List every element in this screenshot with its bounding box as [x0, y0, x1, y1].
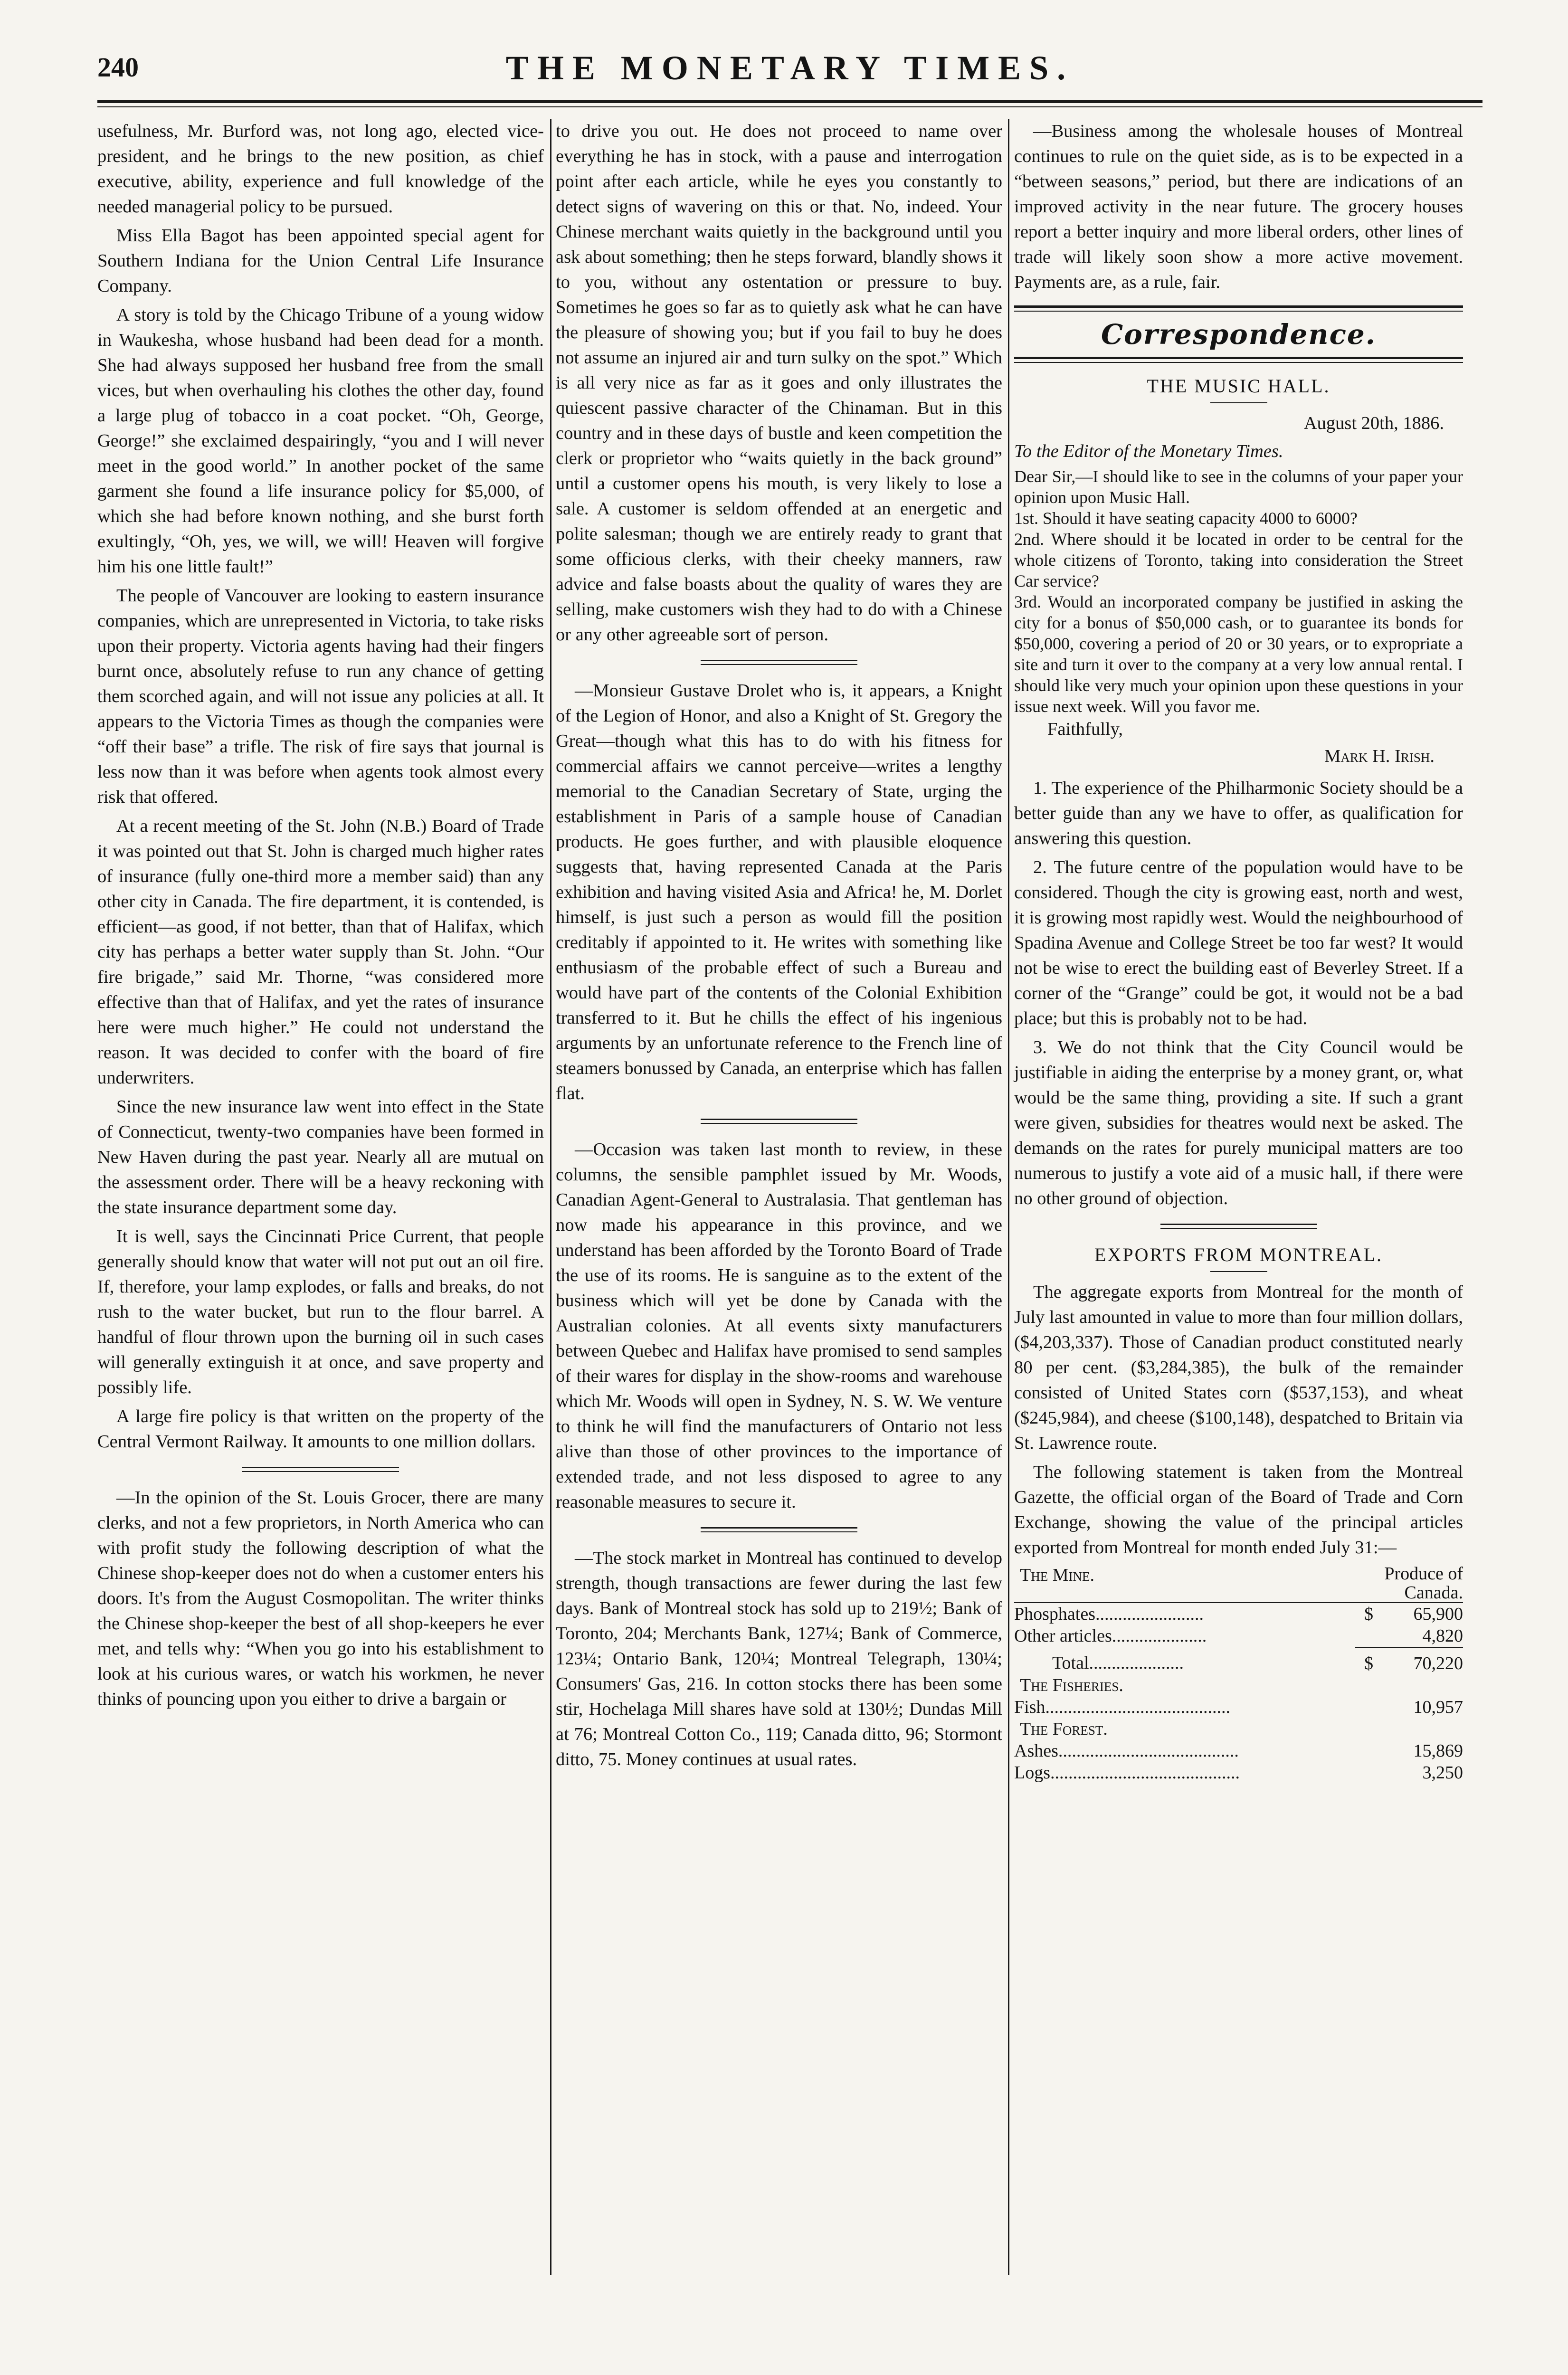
- correspondence-title: Correspondence.: [1101, 318, 1376, 351]
- exports-table: [1014, 1564, 1463, 1784]
- letter-paragraph: 1st. Should it have seating capacity 4000 to 6000?: [1014, 509, 1358, 528]
- article-paragraph: —Business among the wholesale houses of Montreal continues to rule on the quiet side, as is to be expected in a “between seasons,” period, but there are indications of an improved activity in the near future. The grocery houses report a better inquiry and more liberal orders, other lines of trade will likely soon show a more active movement. Payments are, as a rule, fair.: [1014, 121, 1463, 292]
- column-1: [97, 119, 544, 1716]
- row-label-fish: Fish.........................................: [1014, 1697, 1230, 1717]
- article-paragraph: It is well, says the Cincinnati Price Current, that people generally should know that water will not put out an oil fire. If, therefore, your lamp explodes, or falls and breaks, do not rush to the water bucket, but run to the flour barrel. A handful of flour thrown upon the burning oil in such cases will generally extinguish it at once, and save property and possibly life.: [97, 1226, 544, 1397]
- letter-signature: Mark H. Irish.: [1324, 746, 1435, 766]
- column-divider-2: [1008, 119, 1009, 2275]
- section-separator: [1160, 1224, 1317, 1229]
- row-label-phosphates: Phosphates........................: [1014, 1604, 1204, 1624]
- article-paragraph: The people of Vancouver are looking to eastern insurance companies, which are unrepresented in Victoria, to take risks upon their property. Victoria agents having had their fingers burnt once, absolutely refuse to run any chance of getting them scorched again, and will not issue any policies at all. It appears to the Victoria Times as though the companies were “off their base” a trifle. The risk of fire says that journal is less now than it was before when agents took almost every risk that offered.: [97, 586, 544, 807]
- letter-paragraph: 3rd. Would an incorporated company be justified in asking the city for a bonus of $50,000 cash, or to guarantee its bonds for $50,000, covering a period of 20 or 30 years, or to expropriate a site and turn it over to the company at a very low annual rental. I should like very much your opinion upon these questions in your issue next week. Will you favor me.: [1014, 592, 1463, 716]
- value-fish: 10,957: [1413, 1697, 1463, 1717]
- article-paragraph: —Occasion was taken last month to review, in these columns, the sensible pamphlet issued by Mr. Woods, Canadian Agent-General to Australasia. That gentleman has now made his appearance in this province, and we understand has been afforded by the Toronto Board of Trade the use of its rooms. He is sanguine as to the extent of the business which will yet be done by Canada with the Australian colonies. At all events sixty manufacturers between Quebec and Halifax have promised to send samples of their wares for display in the show-rooms and warehouse which Mr. Woods will open in Sydney, N. S. W. We venture to think he will find the manufacturers of Ontario not less alive than those of other provinces to the importance of extended trade, and not less disposed to agree to any reasonable measures to secure it.: [556, 1140, 1002, 1512]
- column-divider-1: [550, 119, 551, 2275]
- category-fisheries: The Fisheries.: [1020, 1675, 1123, 1695]
- exports-paragraph: The following statement is taken from the Montreal Gazette, the official organ of the Board of Trade and Corn Exchange, showing the value of the principal articles exported from Montreal for month ended July 31:—: [1014, 1462, 1463, 1558]
- column-header-produce: Produce of Canada.: [1384, 1564, 1463, 1603]
- section-separator: [701, 1119, 857, 1124]
- dollar-sign: $: [1355, 1647, 1373, 1674]
- section-rule: [1014, 357, 1463, 363]
- value-total: 70,220: [1373, 1647, 1463, 1674]
- category-mine: The Mine.: [1020, 1565, 1094, 1585]
- music-hall-heading: THE MUSIC HALL.: [1147, 375, 1330, 397]
- article-paragraph: —In the opinion of the St. Louis Grocer, there are many clerks, and not a few proprietors, in North America who can with profit study the following description of what the Chinese shop-keeper does not do when a customer enters his doors. It's from the August Cosmopolitan. The writer thinks the Chinese shop-keeper the best of all shop-keepers he ever met, and tells why: “When you go into his establishment to look at his curious wares, or watch his workmen, he never thinks of pouncing upon you either to drive a bargain or: [97, 1488, 544, 1709]
- dollar-sign: $: [1364, 1604, 1373, 1624]
- section-separator: [701, 660, 857, 665]
- category-forest: The Forest.: [1020, 1719, 1108, 1739]
- page-number: 240: [97, 52, 139, 83]
- reply-paragraph: 1. The experience of the Philharmonic Society should be a better guide than any we have to offer, as qualification for answering this question.: [1014, 778, 1463, 848]
- letter-signoff: Faithfully,: [1047, 719, 1123, 739]
- row-label-total: Total.....................: [1052, 1653, 1184, 1673]
- article-paragraph: A story is told by the Chicago Tribune of a young widow in Waukesha, whose husband had been dead for a month. She had always supposed her husband free from the small vices, but when overhauling his clothes the other day, found a large plug of tobacco in a coat pocket. “Oh, George, George!” she exclaimed despairingly, “you and I will never meet in the good world.” In another pocket of the same garment she found a life insurance policy for $5,000, of which she had before known nothing, and she burst forth exultingly, “Oh, yes, we will, we will! Heaven will forgive him his one little fault!”: [97, 305, 544, 577]
- row-label-other-articles: Other articles.....................: [1014, 1626, 1207, 1646]
- masthead-title: THE MONETARY TIMES.: [505, 49, 1074, 87]
- column-3: [1014, 119, 1463, 1784]
- letter-body: [1014, 466, 1463, 717]
- article-paragraph: Since the new insurance law went into effect in the State of Connecticut, twenty-two companies have been formed in New Haven during the past year. Nearly all are mutual on the assessment order. There will be a heavy reckoning with the state insurance department some day.: [97, 1097, 544, 1217]
- value-logs: 3,250: [1422, 1763, 1463, 1783]
- value-phosphates: 65,900: [1413, 1604, 1463, 1624]
- article-paragraph: A large fire policy is that written on the property of the Central Vermont Railway. It amounts to one million dollars.: [97, 1406, 544, 1452]
- value-ashes: 15,869: [1413, 1741, 1463, 1761]
- article-paragraph: to drive you out. He does not proceed to name over everything he has in stock, with a pause and interrogation point after each article, while he eyes you constantly to detect signs of wavering on this or that. No, indeed. Your Chinese merchant waits quietly in the background until you ask about something; then he steps forward, blandly shows it to you, without any ostentation or pressure to buy. Sometimes he goes so far as to quietly ask what he can have the pleasure of showing you; but if you fail to buy he does not assume an injured air and turn sulky on the spot.” Which is all very nice as far as it goes and only illustrates the quiescent passive character of the Chinaman. But in this country and in these days of bustle and keen competition the clerk or proprietor who “waits quietly in the back ground” until a customer opens his mouth, is very likely to lose a sale. A customer is seldom offended at an energetic and polite salesman; though we are entirely ready to grant that some officious clerks, with their cheeky manners, raw advice and false boasts about the quality of wares they are selling, make customers wish they had to do with a Chinese or any other agreeable sort of person.: [556, 121, 1002, 645]
- column-2: [556, 119, 1002, 1776]
- article-paragraph: —Monsieur Gustave Drolet who is, it appears, a Knight of the Legion of Honor, and also a Knight of St. Gregory the Great—though what this has to do with his fitness for commercial affairs we cannot perceive—writes a lengthy memorial to the Canadian Secretary of State, urging the establishment in Paris of a sample house of Canadian products. He goes further, and with plausible eloquence suggests that, having represented Canada at the Paris exhibition and having visited Asia and Africa! he, M. Dorlet himself, is just such a person as would fill the position creditably if appointed to it. He writes with something like enthusiasm of the probable effect of such a Bureau and would have part of the contents of the Colonial Exhibition transferred to it. But he chills the effect of his ingenious arguments by an unfortunate reference to the French line of steamers bonussed by Canada, an enterprise which has fallen flat.: [556, 681, 1002, 1103]
- article-paragraph: —The stock market in Montreal has continued to develop strength, though transactions are fewer during the last few days. Bank of Montreal stock has sold up to 219½; Bank of Toronto, 204; Merchants Bank, 127¼; Bank of Commerce, 123¼; Ontario Bank, 120¼; Montreal Telegraph, 130¼; Consumers' Gas, 216. In cotton stocks there has been some stir, Hochelaga Mill shares have sold at 130½; Dundas Mill at 76; Montreal Cotton Co., 119; Canada ditto, 96; Stormont ditto, 75. Money continues at usual rates.: [556, 1548, 1002, 1769]
- heading-rule: [1210, 402, 1267, 403]
- value-other-articles: 4,820: [1422, 1626, 1463, 1646]
- letter-addressee: To the Editor of the Monetary Times.: [1014, 441, 1283, 461]
- header-rule-thin: [97, 106, 1482, 107]
- section-rule: [1014, 305, 1463, 312]
- reply-paragraph: 3. We do not think that the City Council would be justifiable in aiding the enterprise by a money grant, or, what would be the same thing, providing a site. If such a grant were given, subsidies for theatres would next be asked. The demands on the rates for purely municipal matters are too numerous to justify a vote aid of a music hall, if there were no other ground of objection.: [1014, 1037, 1463, 1208]
- row-label-ashes: Ashes........................................: [1014, 1741, 1239, 1761]
- article-paragraph: usefulness, Mr. Burford was, not long ago, elected vice-president, and he brings to the new position, as chief executive, ability, experience and full knowledge of the needed managerial policy to be pursued.: [97, 121, 544, 217]
- reply-paragraph: 2. The future centre of the population would have to be considered. Though the city is growing east, north and west, it is growing most rapidly west. Would the neighbourhood of Spadina Avenue and College Street be too far west? It would not be wise to erect the building east of Beverley Street. If a corner of the “Grange” could be got, it would not be a bad place; but this is probably not to be had.: [1014, 857, 1463, 1028]
- section-separator: [242, 1467, 399, 1472]
- letter-paragraph: Dear Sir,—I should like to see in the columns of your paper your opinion upon Music Hall.: [1014, 467, 1463, 507]
- exports-heading: EXPORTS FROM MONTREAL.: [1094, 1244, 1383, 1265]
- article-paragraph: Miss Ella Bagot has been appointed special agent for Southern Indiana for the Union Central Life Insurance Company.: [97, 226, 544, 296]
- section-separator: [701, 1527, 857, 1532]
- page-header: [97, 51, 1482, 104]
- letter-paragraph: 2nd. Where should it be located in order to be central for the whole citizens of Toronto, taking into consideration the Street Car service?: [1014, 530, 1463, 590]
- article-paragraph: At a recent meeting of the St. John (N.B.) Board of Trade it was pointed out that St. John is charged much higher rates of insurance (fully one-third more a member said) than any other city in Canada. The fire department, it is contended, is efficient—as good, if not better, than that of Halifax, which city has perhaps a better water supply than St. John. “Our fire brigade,” said Mr. Thorne, “was considered more effective than that of Halifax, and yet the rates of insurance here were much higher.” He could not understand the reason. It was decided to confer with the board of fire underwriters.: [97, 816, 544, 1088]
- header-rule-thick: [97, 100, 1482, 103]
- letter-date: August 20th, 1886.: [1303, 413, 1444, 433]
- exports-paragraph: The aggregate exports from Montreal for the month of July last amounted in value to more than four million dollars, ($4,203,337). Those of Canadian product constituted nearly 80 per cent. ($3,284,385), the bulk of the remainder consisted of United States corn ($537,153), and wheat ($245,984), and cheese ($100,148), despatched to Britain via St. Lawrence route.: [1014, 1282, 1463, 1453]
- heading-rule: [1210, 1271, 1267, 1272]
- row-label-logs: Logs..........................................: [1014, 1763, 1240, 1783]
